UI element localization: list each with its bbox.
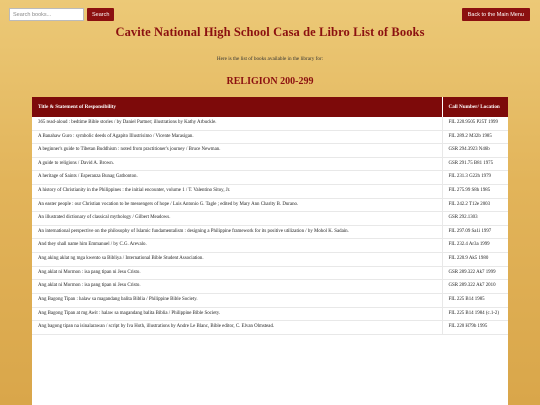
book-title-cell: 365 read-aloud : bedtime Bible stories / by Daniel Partner; illustrations by Kathy Arbuckle.: [32, 117, 442, 130]
book-title-cell: Ang aking aklat ng mga kwento sa Bibliya / International Bible Student Association.: [32, 253, 442, 267]
call-number-cell: FIL 225 B14 1984 (c.1-2): [442, 307, 508, 321]
table-row: [32, 307, 508, 321]
call-number-cell: GSR 294.3923 N46b: [442, 144, 508, 158]
search-input[interactable]: [9, 8, 84, 21]
book-title-cell: Ang Bagong Tipan : halaw sa magandang balita Biblia / Philippine Bible Society.: [32, 293, 442, 307]
search-bar: [9, 8, 114, 21]
book-title-cell: Ang Bagong Tipan at mg Awit : halaw sa magandang balita Biblia / Philippine Bible Society.: [32, 307, 442, 321]
book-title-cell: An illustrated dictionary of classical mythology / Gilbert Meadows.: [32, 212, 442, 226]
call-number-cell: FIL 242.2 T12e 2003: [442, 198, 508, 212]
table-row: [32, 293, 508, 307]
call-number-cell: FIL 225 B14 1985: [442, 293, 508, 307]
call-number-cell: FIL 231.3 G22h 1979: [442, 171, 508, 185]
table-row: [32, 198, 508, 212]
book-title-cell: Ang aklat ni Mormon : isa pang tipan ni Jesu Cristo.: [32, 266, 442, 280]
table-row: [32, 157, 508, 171]
book-title-cell: A beginner's guide to Tibetan Buddhism : noted from practitioner's journey / Bruce Newman.: [32, 144, 442, 158]
table-row: [32, 225, 508, 239]
book-title-cell: A guide to religions / David A. Brown.: [32, 157, 442, 171]
table-row: [32, 185, 508, 199]
page-title: Cavite National High School Casa de Libro List of Books: [115, 25, 425, 39]
book-title-cell: Ang bagong tipan na isinalarawan / script by Iva Hoth, illustrations by Andre Le Blanc, Bible editor, C. Elvan Olmstead.: [32, 321, 442, 335]
call-number-cell: FIL 289.2 M32b 1985: [442, 130, 508, 144]
books-table: [32, 97, 508, 335]
table-row: [32, 171, 508, 185]
search-button[interactable]: Search: [87, 8, 114, 21]
call-number-cell: FIL 275.99 S8h 1985: [442, 185, 508, 199]
call-number-cell: GSR 289.322 Ak7 1999: [442, 266, 508, 280]
table-row: [32, 239, 508, 253]
call-number-cell: FIL 220.9 Ak5 1980: [442, 253, 508, 267]
book-title-cell: A Banahaw Guro : symbolic deeds of Agapito Illustrisimo / Vicente Marasigan.: [32, 130, 442, 144]
call-number-cell: GSR 292.1303: [442, 212, 508, 226]
call-number-cell: GSR 289.322 Ak7 2010: [442, 280, 508, 294]
table-row: [32, 144, 508, 158]
call-number-cell: FIL 220.9505 P25T 1999: [442, 117, 508, 130]
table-row: [32, 212, 508, 226]
call-number-cell: FIL 220 H79b 1995: [442, 321, 508, 335]
table-body: [32, 117, 508, 334]
table-row: [32, 117, 508, 130]
table-row: [32, 130, 508, 144]
header-title: Title & Statement of Responsibility: [32, 97, 442, 117]
call-number-cell: GSR 291.75 B81 1975: [442, 157, 508, 171]
section-heading: RELIGION 200-299: [226, 76, 314, 87]
books-table-panel: [32, 97, 508, 405]
table-header-row: [32, 97, 508, 117]
intro-text: Here is the list of books available in the library for:: [216, 56, 324, 62]
table-row: [32, 266, 508, 280]
table-row: [32, 280, 508, 294]
book-title-cell: A heritage of Saints / Esperanza Bunag Gatbonton.: [32, 171, 442, 185]
call-number-cell: FIL 297.09 Sa1i 1997: [442, 225, 508, 239]
book-title-cell: A history of Christianity in the Philippines : the initial encounter, volume 1 / T. Valentino Sitoy, Jr.: [32, 185, 442, 199]
book-title-cell: Ang aklat ni Mormon : isa pang tipan ni Jesu Cristo.: [32, 280, 442, 294]
call-number-cell: FIL 232.4 Ar3a 1999: [442, 239, 508, 253]
table-row: [32, 321, 508, 335]
table-row: [32, 253, 508, 267]
back-to-main-menu-button[interactable]: Back to the Main Menu: [462, 8, 530, 21]
book-title-cell: An easter people : our Christian vocation to be messengers of hope / Luis Antonio G. Tagle ; edited by Mary Ann Charity B. Durano.: [32, 198, 442, 212]
book-title-cell: And they shall name him Emmanuel / by C.G. Arevalo.: [32, 239, 442, 253]
header-call-number: Call Number/ Location: [442, 97, 508, 117]
book-title-cell: An international perspective on the philosophy of Islamic fundamentalism : designing a Philippine framework for its positive utilization / by Mohol K. Sadain.: [32, 225, 442, 239]
